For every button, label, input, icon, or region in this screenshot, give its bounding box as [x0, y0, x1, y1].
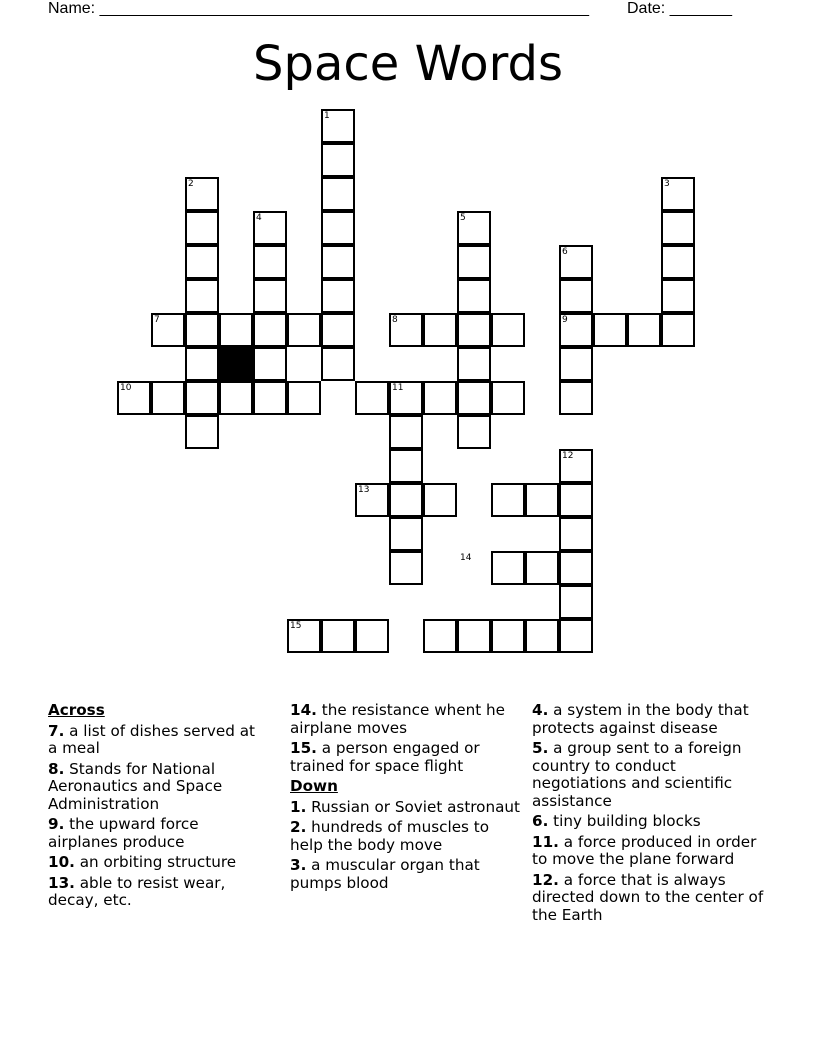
clue-down-4	[532, 702, 772, 737]
crossword-cell[interactable]	[491, 551, 525, 585]
crossword-cell[interactable]	[559, 483, 593, 517]
crossword-cell[interactable]	[457, 381, 491, 415]
clue-down-1	[290, 799, 520, 817]
clue-number: 1.	[290, 797, 307, 816]
crossword-cell[interactable]	[321, 313, 355, 347]
crossword-cell[interactable]	[559, 619, 593, 653]
crossword-cell[interactable]	[321, 619, 355, 653]
crossword-cell[interactable]	[593, 313, 627, 347]
crossword-cell[interactable]	[185, 415, 219, 449]
crossword-cell[interactable]	[321, 347, 355, 381]
clue-down-2	[290, 819, 520, 854]
crossword-cell[interactable]	[457, 313, 491, 347]
cell-number: 13	[358, 485, 370, 495]
clue-text: Russian or Soviet astronaut	[311, 797, 520, 816]
crossword-cell[interactable]	[219, 313, 253, 347]
crossword-cell[interactable]	[185, 347, 219, 381]
cell-number: 4	[256, 213, 262, 223]
crossword-cell[interactable]	[661, 211, 695, 245]
crossword-cell[interactable]	[457, 415, 491, 449]
clue-text: a group sent to a foreign country to conduct negotiations and scientific assistance	[532, 739, 742, 810]
clue-across-9	[48, 816, 263, 851]
crossword-cell[interactable]	[491, 313, 525, 347]
clue-number: 14.	[290, 701, 317, 719]
crossword-cell[interactable]	[185, 313, 219, 347]
crossword-cell[interactable]	[389, 517, 423, 551]
crossword-cell[interactable]	[185, 381, 219, 415]
crossword-cell[interactable]	[321, 177, 355, 211]
clue-number: 4.	[532, 701, 549, 719]
clue-number: 10.	[48, 853, 75, 871]
crossword-cell[interactable]	[423, 313, 457, 347]
clue-column-1	[48, 702, 263, 913]
clue-text: a system in the body that protects against disease	[532, 701, 749, 737]
crossword-cell[interactable]	[253, 347, 287, 381]
crossword-cell[interactable]	[491, 619, 525, 653]
crossword-cell[interactable]	[389, 551, 423, 585]
crossword-cell[interactable]	[525, 483, 559, 517]
crossword-cell[interactable]	[457, 347, 491, 381]
cell-number: 8	[392, 315, 398, 325]
cell-number: 10	[120, 383, 132, 393]
clue-text: a list of dishes served at a meal	[48, 721, 255, 757]
crossword-cell[interactable]	[559, 279, 593, 313]
crossword-cell[interactable]	[151, 381, 185, 415]
clue-number: 7.	[48, 721, 65, 740]
clue-number: 8.	[48, 759, 65, 778]
crossword-cell[interactable]	[321, 245, 355, 279]
clue-text: the upward force airplanes produce	[48, 815, 199, 851]
crossword-cell[interactable]	[321, 279, 355, 313]
crossword-cell[interactable]	[559, 347, 593, 381]
clue-text: an orbiting structure	[79, 853, 237, 871]
crossword-cell[interactable]	[423, 381, 457, 415]
cell-number: 11	[392, 383, 404, 393]
crossword-cell[interactable]	[457, 245, 491, 279]
clue-down-12	[532, 872, 772, 925]
clue-text: a person engaged or trained for space flight	[290, 739, 480, 775]
clue-across-13	[48, 875, 263, 910]
cell-number: 14	[460, 553, 472, 563]
cell-number: 15	[290, 621, 302, 631]
crossword-cell[interactable]	[423, 483, 457, 517]
crossword-cell[interactable]	[491, 381, 525, 415]
across-heading: Across	[48, 701, 105, 719]
clue-across-10	[48, 854, 263, 872]
clue-down-5	[532, 740, 772, 810]
crossword-cell[interactable]	[491, 483, 525, 517]
clue-text: the resistance whent he airplane moves	[290, 701, 505, 737]
clue-number: 12.	[532, 870, 559, 889]
clue-down-11	[532, 834, 772, 869]
down-heading: Down	[290, 777, 338, 795]
clue-number: 15.	[290, 739, 317, 757]
crossword-cell[interactable]	[525, 619, 559, 653]
clue-number: 9.	[48, 815, 65, 833]
cell-number: 12	[562, 451, 574, 461]
crossword-cell[interactable]	[355, 381, 389, 415]
cell-number: 2	[188, 179, 194, 189]
crossword-cell[interactable]	[185, 211, 219, 245]
clue-down-6	[532, 813, 772, 831]
clue-across-8	[48, 761, 263, 814]
clue-text: Stands for National Aeronautics and Space Administration	[48, 759, 223, 813]
clue-number: 13.	[48, 873, 75, 892]
page-title: Space Words	[253, 36, 563, 92]
clue-across-15	[290, 740, 520, 775]
crossword-cell[interactable]	[287, 313, 321, 347]
crossword-cell[interactable]	[253, 245, 287, 279]
crossword-cell[interactable]	[423, 619, 457, 653]
cell-number: 7	[154, 315, 160, 325]
clue-text: tiny building blocks	[553, 812, 701, 830]
date-field[interactable]: Date: _______	[627, 0, 732, 17]
clue-number: 3.	[290, 856, 307, 874]
cell-number: 1	[324, 111, 330, 121]
clue-down-3	[290, 857, 520, 892]
crossword-cell[interactable]	[661, 279, 695, 313]
crossword-cell[interactable]	[389, 415, 423, 449]
clue-across-14	[290, 702, 520, 737]
crossword-cell[interactable]	[457, 619, 491, 653]
crossword-cell[interactable]	[253, 313, 287, 347]
clue-number: 11.	[532, 832, 559, 851]
crossword-cell[interactable]	[525, 551, 559, 585]
clue-text: a muscular organ that pumps blood	[290, 856, 480, 892]
cell-number: 5	[460, 213, 466, 223]
clue-column-3	[532, 702, 772, 927]
crossword-cell[interactable]	[185, 279, 219, 313]
crossword-cell[interactable]	[661, 313, 695, 347]
cell-number: 3	[664, 179, 670, 189]
name-field[interactable]: Name: _______________________________________________________	[48, 0, 589, 17]
crossword-cell[interactable]	[559, 585, 593, 619]
clue-text: a force that is always directed down to the center of the Earth	[532, 870, 764, 924]
crossword-cell[interactable]	[287, 381, 321, 415]
crossword-cell[interactable]	[559, 551, 593, 585]
clue-number: 2.	[290, 818, 307, 836]
crossword-cell[interactable]	[559, 381, 593, 415]
crossword-cell[interactable]	[219, 381, 253, 415]
clue-number: 6.	[532, 812, 549, 830]
crossword-cell[interactable]	[559, 517, 593, 551]
crossword-cell[interactable]	[185, 245, 219, 279]
crossword-cell[interactable]	[627, 313, 661, 347]
crossword-cell[interactable]	[321, 143, 355, 177]
crossword-cell[interactable]	[389, 483, 423, 517]
crossword-cell[interactable]	[253, 381, 287, 415]
clue-column-2	[290, 702, 520, 895]
crossword-cell[interactable]	[661, 245, 695, 279]
crossword-cell[interactable]	[389, 449, 423, 483]
black-cell	[219, 347, 253, 381]
crossword-cell[interactable]	[457, 279, 491, 313]
clue-text: a force produced in order to move the plane forward	[532, 832, 757, 868]
crossword-cell[interactable]	[355, 619, 389, 653]
clue-number: 5.	[532, 739, 549, 757]
clue-text: able to resist wear, decay, etc.	[48, 873, 226, 909]
crossword-cell[interactable]	[253, 279, 287, 313]
clue-text: hundreds of muscles to help the body move	[290, 818, 490, 854]
cell-number: 6	[562, 247, 568, 257]
clue-across-7	[48, 723, 263, 758]
cell-number: 9	[562, 315, 568, 325]
crossword-cell[interactable]	[321, 211, 355, 245]
